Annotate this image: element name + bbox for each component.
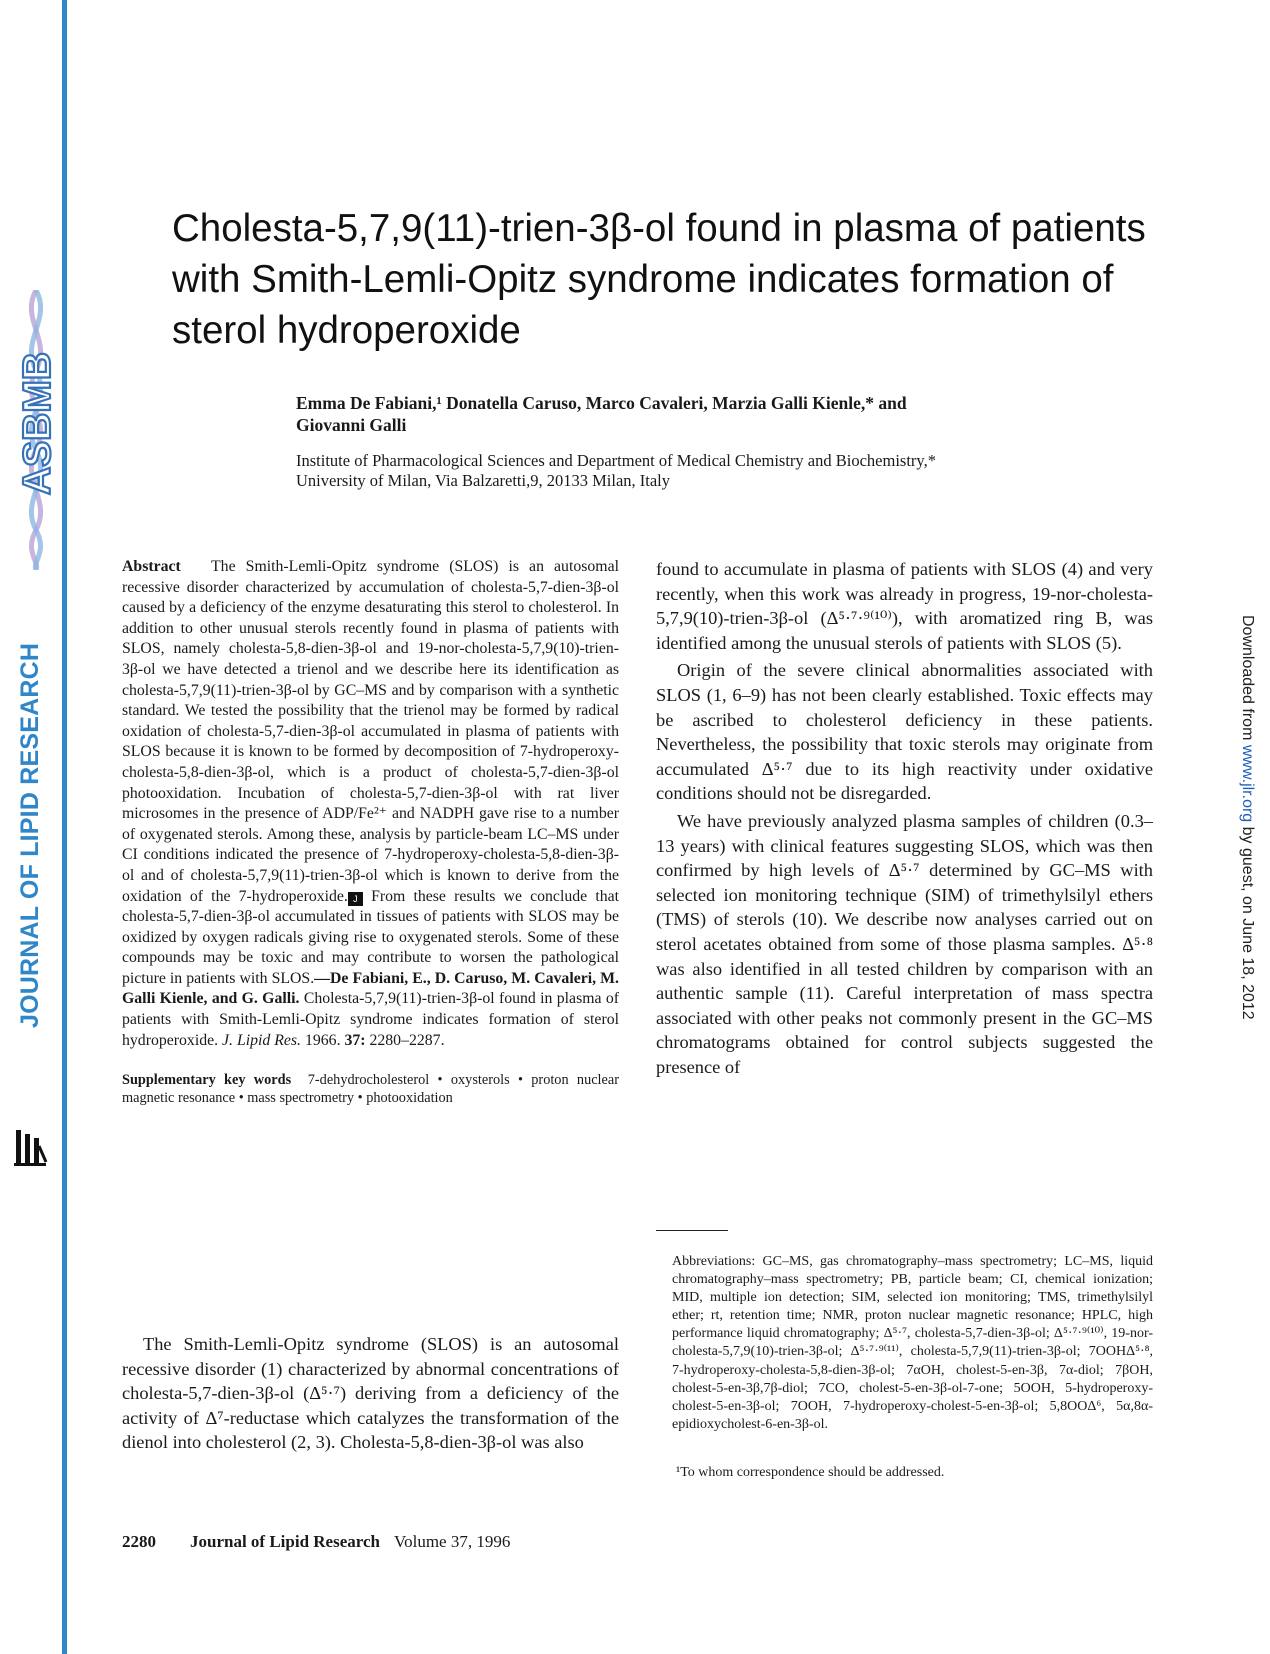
journal-name-spine: JOURNAL OF LIPID RESEARCH [16,642,44,1028]
author-list [296,392,1116,436]
body-paragraph-1: found to accumulate in plasma of patients with SLOS (4) and very recently, when this work was already in progress, 19-nor-cholesta-5,7,9(10)-trien-3β-ol (Δ⁵·⁷·⁹⁽¹⁰⁾), with aromatized ring B, was identified among the unusual sterols of patients with SLOS (5). [656,559,1153,653]
supplementary-keywords [122,1071,619,1107]
abstract [122,557,619,1051]
abstract-citation-year: 1966. [304,1031,341,1049]
page-footer [122,1531,722,1553]
journal-margin-rule [62,0,67,1654]
jlr-inline-icon: J [348,892,363,906]
jlr-logo-icon [12,1128,50,1168]
article-title: Cholesta-5,7,9(11)-trien-3β-ol found in plasma of patients with Smith-Lemli-Opitz syndrome indicates formation of sterol hydroperoxide [172,207,1146,352]
abbreviations-footnote: Abbreviations: GC–MS, gas chromatography–mass spectrometry; LC–MS, liquid chromatography–mass spectrometry; PB, particle beam; CI, chemical ionization; MID, multiple ion detection; SIM, selected ion monitoring; TMS, trimethylsilyl ether; rt, retention time; NMR, proton nuclear magnetic resonance; HPLC, high performance liquid chromatography; Δ⁵·⁷, cholesta-5,7-dien-3β-ol; Δ⁵·⁷·⁹⁽¹⁰⁾, 19-nor-cholesta-5,7,9(10)-trien-3β-ol; Δ⁵·⁷·⁹⁽¹¹⁾, cholesta-5,7,9(11)-trien-3β-ol; 7OOHΔ⁵·⁸, 7-hydroperoxy-cholesta-5,8-dien-3β-ol; 7αOH, cholest-5-en-3β, 7α-diol; 7βOH, cholest-5-en-3β,7β-diol; 7CO, cholest-5-en-3β-ol-7-one; 5OOH, 5-hydroperoxy-cholest-5-en-3β-ol; 7OOH, 7-hydroperoxy-cholest-5-en-3β-ol; 5,8OOΔ⁶, 5α,8α-epidioxycholest-6-en-3β-ol. [672,1254,1153,1432]
abstract-label: Abstract [122,558,181,575]
body-paragraph-3: We have previously analyzed plasma samples of children (0.3–13 years) with clinical features suggesting SLOS, which was then confirmed by high levels of Δ⁵·⁷ determined by GC–MS with selected ion monitoring technique (SIM) of trimethylsilyl ethers (TMS) of sterols (10). We describe now analyses carried out on sterol acetates obtained from some of those plasma samples. Δ⁵·⁸ was also identified in all tested children by comparison with an authentic sample (11). Careful interpretation of mass spectra associated with other peaks not commonly present in the GC–MS chromatograms obtained for control subjects suggested the presence of [656,810,1153,1077]
abstract-text-1: The Smith-Lemli-Opitz syndrome (SLOS) is an autosomal recessive disorder characterized by accumulation of cholesta-5,7-dien-3β-ol caused by a deficiency of the enzyme desaturating this sterol to cholesterol. In addition to other unusual sterols recently found in plasma of patients with SLOS, namely cholesta-5,8-dien-3β-ol and 19-nor-cholesta-5,7,9(10)-trien-3β-ol we have detected a trienol and we describe here its identification as cholesta-5,7,9(11)-trien-3β-ol by GC–MS and by comparison with a synthetic standard. We tested the possibility that the trienol may be formed by radical oxidation of cholesta-5,7-dien-3β-ol accumulated in plasma of patients with SLOS because it is known to be formed by decomposition of 7-hydroperoxy-cholesta-5,8-dien-3β-ol, which is a product of cholesta-5,7-dien-3β-ol photooxidation. Incubation of cholesta-5,7-dien-3β-ol with rat liver microsomes in the presence of ADP/Fe²⁺ and NADPH gave rise to a number of oxygenated sterols. Among these, analysis by particle-beam LC–MS under CI conditions indicated the presence of 7-hydroperoxy-cholesta-5,8-dien-3β-ol and of cholesta-5,7,9(11)-trien-3β-ol which is known to derive from the oxidation of the 7-hydroperoxide. [122,558,619,905]
affiliation-line-2: University of Milan, Via Balzaretti,9, 20133 Milan, Italy [296,471,671,490]
correspondence-footnote: ¹To whom correspondence should be addressed. [676,1465,945,1480]
download-note-prefix: Downloaded from [1239,615,1256,745]
asbmb-logo [6,290,60,570]
keywords-label: Supplementary key words [122,1072,292,1089]
abstract-citation-authors: —De Fabiani, E., D. Caruso, M. Cavaleri, M. Galli Kienle, and G. Galli. [122,969,619,1008]
authors-line-2: Giovanni Galli [296,415,407,435]
footer-volume: Volume 37, 1996 [394,1532,511,1551]
abstract-citation-volume: 37: [344,1031,366,1049]
left-column [122,557,620,1453]
affiliation [296,451,1116,491]
right-column [656,557,1153,1079]
abstract-text-2: From these results we conclude that cholesta-5,7-dien-3β-ol accumulated in tissues of patients with SLOS may be oxidized by oxygen radicals giving rise to oxygenated sterols. Some of these compounds may be toxic and may contribute to worsen the pathological picture in patients with SLOS. [122,887,620,987]
abstract-citation-title: Cholesta-5,7,9(11)-trien-3β-ol found in plasma of patients with Smith-Lemli-Opitz syndrome indicates formation of sterol hydroperoxide. [122,990,619,1049]
affiliation-line-1: Institute of Pharmacological Sciences and Department of Medical Chemistry and Biochemistry,* [296,451,936,470]
abstract-citation-journal: J. Lipid Res. [222,1031,302,1049]
footer-journal-name: Journal of Lipid Research [190,1532,381,1551]
download-note [1230,615,1256,1085]
jlr-website-link[interactable]: www.jlr.org [1239,744,1256,823]
body-paragraph-intro: The Smith-Lemli-Opitz syndrome (SLOS) is an autosomal recessive disorder (1) characterized by abnormal concentrations of cholesta-5,7-dien-3β-ol (Δ⁵·⁷) deriving from a deficiency of the activity of Δ⁷-reductase which catalyzes the transformation of the dienol into cholesterol (2, 3). Cholesta-5,8-dien-3β-ol was also [122,1334,619,1453]
body-paragraph-2: Origin of the severe clinical abnormalities associated with SLOS (1, 6–9) has not been clearly established. Toxic effects may be ascribed to cholesterol deficiency in these patients. Nevertheless, the possibility that toxic sterols may originate from accumulated Δ⁵·⁷ due to its high reactivity under oxidative conditions should not be disregarded. [656,660,1153,804]
jlr-logo-text: JLR [12,1128,14,1129]
asbmb-logo-text: ASBMB [16,352,59,495]
download-note-suffix: by guest, on June 18, 2012 [1239,822,1256,1020]
authors-line-1: Emma De Fabiani,¹ Donatella Caruso, Marco Cavaleri, Marzia Galli Kienle,* and [296,393,907,413]
keywords-text: 7-dehydrocholesterol • oxysterols • proton nuclear magnetic resonance • mass spectrometry • photooxidation [122,1072,619,1107]
footnote-divider [656,1230,728,1231]
page-number: 2280 [122,1532,156,1551]
abstract-citation-pages: 2280–2287. [369,1031,445,1049]
